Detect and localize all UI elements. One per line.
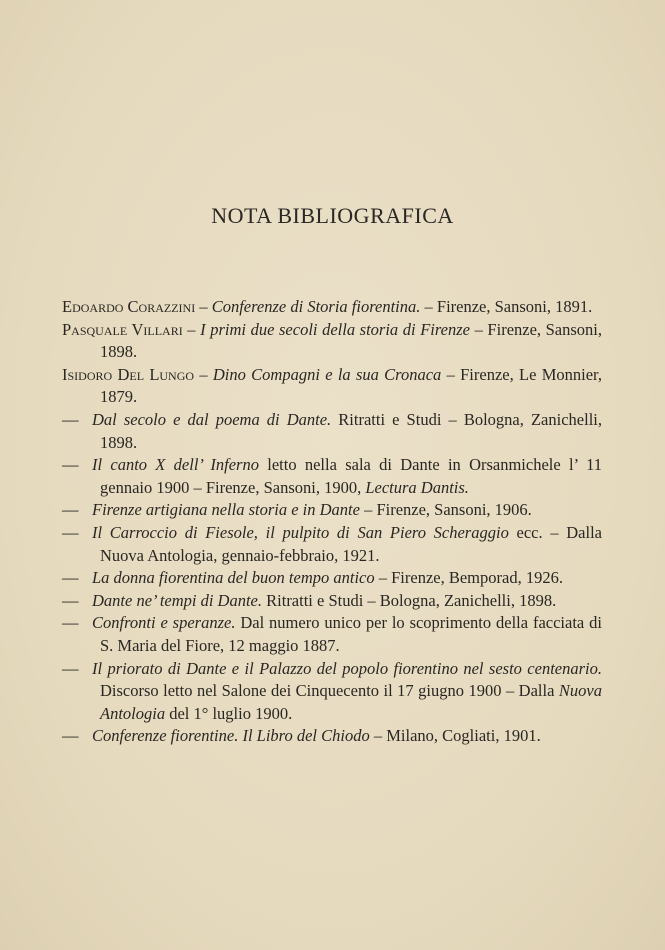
ditto-dash: — — [62, 500, 79, 520]
entry-work-title: Il priorato di Dante e il Palazzo del popolo fiorentino nel sesto centenario. — [92, 658, 602, 678]
entry-publication: Discorso letto nel Salone dei Cinquecento il 17 giugno 1900 – Dalla — [100, 681, 559, 701]
ditto-dash: — — [62, 455, 79, 475]
entry-work-title: La donna fiorentina del buon tempo antico — [92, 568, 375, 588]
entry-publication: – Firenze, Bemporad, 1926. — [374, 568, 563, 588]
entry-separator: – — [182, 319, 201, 339]
entry-publication-date: del 1° luglio 1900. — [165, 703, 293, 723]
bib-entry — [62, 364, 602, 409]
entry-separator: – — [194, 364, 213, 384]
bib-entry — [62, 499, 602, 522]
entry-author: Pasquale Villari — [62, 319, 183, 339]
entry-publication: letto nella sala di Dante in Orsanmichele l’ 11 gennaio 1900 – Firenze, Sansoni, 1900, — [100, 455, 603, 497]
entry-work-title: Conferenze di Storia fiorentina. — [211, 297, 421, 316]
bib-entry — [62, 590, 602, 613]
ditto-dash: — — [62, 658, 79, 678]
entry-publication: – Firenze, Sansoni, 1906. — [359, 500, 532, 520]
entry-separator: – — [195, 297, 212, 316]
ditto-dash: — — [62, 590, 79, 610]
entry-work-title: Il canto X dell’ Inferno — [92, 455, 259, 475]
entry-publication: – Milano, Cogliati, 1901. — [369, 726, 541, 746]
ditto-dash: — — [62, 522, 79, 542]
bib-entry — [62, 567, 602, 590]
entry-author: Edoardo Corazzini — [62, 297, 196, 316]
entry-series-title: Lectura Dantis. — [365, 477, 469, 497]
entry-publication: – Firenze, Le Monnier, 1879. — [100, 364, 602, 407]
bib-entry — [62, 612, 602, 657]
entry-publication: Dal numero unico per lo scoprimento della facciata di S. Maria del Fiore, 12 maggio 1887. — [100, 613, 602, 655]
bib-entry — [62, 522, 602, 567]
entry-work-title: Il Carroccio di Fiesole, il pulpito di San Piero Scheraggio — [92, 522, 509, 542]
ditto-dash: — — [62, 409, 79, 429]
entry-publication: Ritratti e Studi – Bologna, Zanichelli, 1898. — [100, 409, 602, 452]
entry-work-title: Dino Compagni e la sua Cronaca — [212, 364, 442, 384]
bib-entry — [62, 319, 602, 364]
bib-entry — [62, 454, 602, 499]
entry-publication: Ritratti e Studi – Bologna, Zanichelli, 1898. — [262, 590, 557, 610]
bibliography-list — [62, 296, 602, 748]
entry-publication: – Firenze, Sansoni, 1898. — [100, 319, 603, 362]
page-title: NOTA BIBLIOGRAFICA — [211, 203, 454, 228]
entry-author: Isidoro Del Lungo — [62, 364, 195, 384]
entry-publication: – Firenze, Sansoni, 1891. — [420, 297, 593, 316]
bib-entry — [62, 658, 602, 726]
ditto-dash: — — [62, 568, 79, 588]
entry-work-title: Confronti e speranze. — [92, 613, 236, 633]
entry-work-title: Firenze artigiana nella storia e in Dante — [92, 500, 360, 520]
ditto-dash: — — [62, 613, 79, 633]
entry-work-title: Dal secolo e dal poema di Dante. — [92, 409, 332, 429]
bib-entry — [62, 409, 602, 454]
entry-work-title: Conferenze fiorentine. Il Libro del Chiodo — [92, 726, 370, 746]
bib-entry — [62, 725, 602, 748]
entry-publication: ecc. – Dalla Nuova Antologia, gennaio-febbraio, 1921. — [100, 522, 603, 565]
entry-series-title: Nuova Antologia — [100, 681, 602, 723]
bib-entry — [62, 296, 602, 319]
entry-work-title: I primi due secoli della storia di Firenze — [200, 319, 470, 339]
ditto-dash: — — [62, 726, 79, 746]
entry-work-title: Dante ne’ tempi di Dante. — [92, 590, 263, 610]
